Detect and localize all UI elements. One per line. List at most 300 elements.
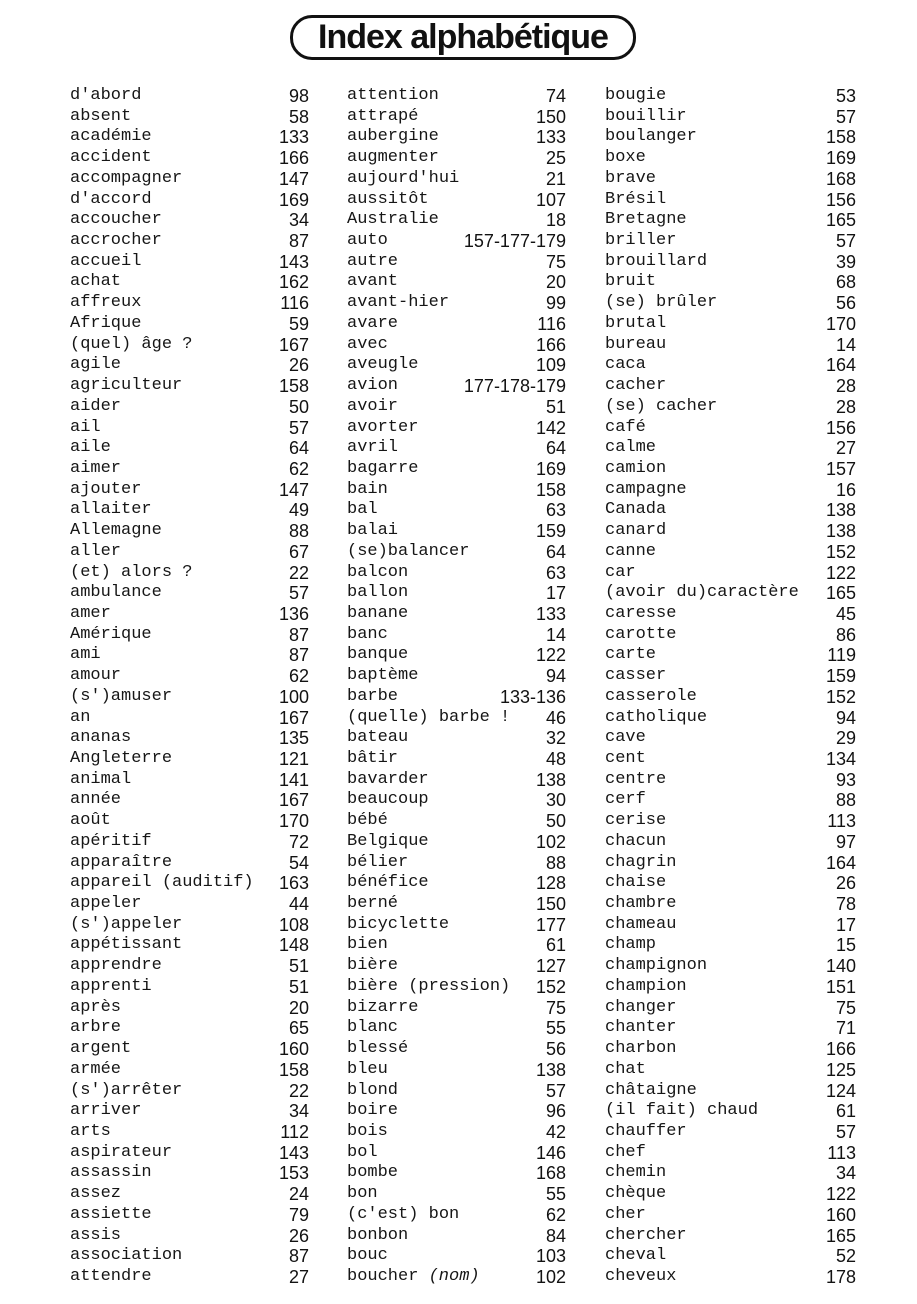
index-entry: [70, 790, 309, 811]
entry-word: cerise: [605, 811, 667, 831]
index-entry: [70, 500, 309, 521]
entry-page-number: 169: [825, 148, 856, 169]
entry-term: [347, 397, 398, 418]
index-entry: [70, 252, 309, 273]
index-entry: [70, 86, 309, 107]
entry-word: blessé: [347, 1039, 409, 1059]
entry-term: [347, 708, 510, 729]
entry-page-number: 150: [535, 106, 566, 127]
index-entry: [605, 335, 856, 356]
entry-word: aider: [70, 396, 122, 416]
entry-term: [347, 1246, 388, 1267]
entry-page-number: 128: [535, 873, 566, 894]
index-entry: [347, 666, 566, 687]
entry-term: [70, 190, 152, 211]
entry-term: [347, 935, 388, 956]
entry-page-number: 158: [278, 376, 309, 397]
entry-word: aspirateur: [70, 1142, 173, 1162]
entry-page-number: 75: [835, 997, 856, 1018]
entry-term: [347, 314, 398, 335]
entry-term: [70, 418, 101, 439]
index-entry: [347, 293, 566, 314]
entry-word: bâtir: [347, 749, 399, 768]
entry-word: (se)balancer: [347, 541, 470, 561]
entry-term: [605, 1122, 687, 1143]
entry-word: aimer: [70, 458, 122, 478]
entry-page-number: 156: [825, 189, 856, 210]
entry-word: brutal: [605, 313, 667, 333]
index-entry: [605, 666, 856, 687]
entry-term: [605, 1101, 758, 1122]
entry-word: (avoir du)caractère: [605, 583, 799, 603]
index-entry: [347, 418, 566, 439]
entry-word: apprendre: [70, 956, 162, 976]
entry-word: accoucher: [70, 210, 162, 230]
entry-word: aveugle: [347, 355, 419, 375]
entry-term: [605, 1184, 666, 1205]
entry-word: (se) cacher: [605, 396, 718, 416]
index-entry: [347, 853, 566, 874]
index-entry: [347, 1226, 566, 1247]
index-entry: [347, 252, 566, 273]
entry-page-number: 157-177-179: [463, 231, 566, 252]
entry-term: [347, 873, 429, 894]
entry-term: [605, 956, 707, 977]
entry-page-number: 46: [545, 707, 566, 728]
index-entry: [70, 459, 309, 480]
entry-word: ananas: [70, 728, 132, 748]
entry-term: [70, 977, 152, 998]
index-entry: [605, 1101, 856, 1122]
entry-term: [347, 86, 439, 107]
entry-page-number: 160: [278, 1039, 309, 1060]
entry-term: [70, 853, 172, 874]
entry-word: accrocher: [70, 231, 162, 251]
entry-page-number: 39: [835, 251, 856, 272]
index-entry: [70, 1143, 309, 1164]
entry-page-number: 17: [835, 914, 856, 935]
entry-term: [70, 500, 152, 521]
entry-page-number: 122: [535, 645, 566, 666]
entry-term: [347, 645, 408, 666]
entry-word: chercher: [605, 1225, 687, 1245]
index-entry: [347, 583, 566, 604]
entry-page-number: 62: [545, 1204, 566, 1225]
entry-term: [70, 708, 90, 729]
entry-term: [347, 107, 418, 128]
entry-page-number: 74: [545, 86, 566, 106]
entry-page-number: 61: [835, 1101, 856, 1122]
entry-term: [347, 687, 398, 708]
entry-term: [347, 355, 418, 376]
entry-page-number: 167: [278, 334, 309, 355]
entry-term: [70, 86, 141, 107]
index-entry: [347, 86, 566, 107]
entry-term: [70, 873, 254, 894]
title-frame: [290, 15, 636, 60]
entry-term: [70, 127, 152, 148]
index-entry: [70, 1246, 309, 1267]
entry-term: [347, 459, 418, 480]
entry-term: [605, 563, 636, 584]
index-entry: [605, 1143, 856, 1164]
entry-word: avoir: [347, 396, 399, 416]
entry-term: [347, 252, 398, 273]
index-entry: [347, 355, 566, 376]
entry-term: [70, 252, 141, 273]
index-entry: [605, 521, 856, 542]
index-entry: [347, 604, 566, 625]
entry-page-number: 102: [535, 831, 566, 852]
entry-page-number: 32: [545, 728, 566, 749]
entry-page-number: 57: [835, 1121, 856, 1142]
entry-page-number: 165: [825, 583, 856, 604]
entry-word: bleu: [347, 1059, 388, 1079]
entry-page-number: 21: [545, 168, 566, 189]
index-entry: [605, 169, 856, 190]
entry-word: café: [605, 417, 646, 437]
entry-word: (quel) âge ?: [70, 334, 193, 354]
entry-word: académie: [70, 127, 152, 147]
entry-term: [347, 604, 408, 625]
index-entry: [605, 1205, 856, 1226]
index-entry: [70, 1081, 309, 1102]
entry-page-number: 136: [278, 603, 309, 624]
entry-page-number: 27: [835, 438, 856, 459]
entry-page-number: 122: [825, 1184, 856, 1205]
entry-word: centre: [605, 769, 667, 789]
entry-page-number: 152: [535, 976, 566, 997]
entry-page-number: 147: [278, 479, 309, 500]
entry-term: [347, 127, 439, 148]
entry-word: attrapé: [347, 106, 419, 126]
entry-term: [70, 935, 182, 956]
entry-term: [70, 894, 141, 915]
entry-term: [347, 563, 408, 584]
index-entry: [70, 583, 309, 604]
entry-term: [70, 355, 121, 376]
entry-page-number: 87: [288, 231, 309, 252]
entry-term: [605, 604, 676, 625]
index-entry: [605, 127, 856, 148]
entry-word: agile: [70, 355, 122, 375]
entry-word: carte: [605, 645, 657, 665]
entry-page-number: 99: [545, 293, 566, 314]
entry-word: bain: [347, 479, 388, 499]
entry-term: [605, 459, 666, 480]
entry-word: auto: [347, 231, 388, 251]
index-entry: [347, 1018, 566, 1039]
index-entry: [70, 314, 309, 335]
entry-term: [70, 666, 121, 687]
entry-word: canne: [605, 541, 657, 561]
index-entry: [605, 873, 856, 894]
entry-word: avorter: [347, 417, 419, 437]
entry-page-number: 147: [278, 168, 309, 189]
entry-page-number: 55: [545, 1184, 566, 1205]
entry-word: cave: [605, 728, 646, 748]
index-entry: [70, 770, 309, 791]
entry-word: boucher: [347, 1266, 419, 1286]
index-entry: [70, 1267, 309, 1288]
entry-word: avare: [347, 313, 399, 333]
entry-page-number: 24: [288, 1184, 309, 1205]
entry-word: camion: [605, 458, 667, 478]
entry-word: champignon: [605, 956, 708, 976]
entry-page-number: 125: [825, 1059, 856, 1080]
index-entry: [605, 210, 856, 231]
entry-term: [605, 252, 707, 273]
entry-page-number: 71: [835, 1018, 856, 1039]
entry-page-number: 25: [545, 148, 566, 169]
entry-word: Allemagne: [70, 521, 162, 541]
entry-term: [605, 107, 687, 128]
index-entry: [605, 583, 856, 604]
page-title: Index alphabétique: [318, 18, 608, 56]
entry-page-number: 53: [835, 86, 856, 106]
entry-page-number: 159: [535, 521, 566, 542]
index-entry: [347, 977, 566, 998]
entry-word: (il fait) chaud: [605, 1101, 759, 1121]
entry-page-number: 57: [288, 583, 309, 604]
entry-word: avant-hier: [347, 293, 450, 313]
entry-page-number: 102: [535, 1266, 566, 1287]
index-entry: [347, 811, 566, 832]
entry-word: ballon: [347, 583, 409, 603]
index-entry: [605, 708, 856, 729]
index-entry: [70, 708, 309, 729]
index-entry: [70, 853, 309, 874]
index-entry: [605, 355, 856, 376]
entry-word: accident: [70, 148, 152, 168]
entry-page-number: 103: [535, 1246, 566, 1267]
entry-word: an: [70, 707, 91, 727]
entry-page-number: 75: [545, 251, 566, 272]
entry-page-number: 121: [278, 749, 309, 769]
entry-term: [347, 1205, 459, 1226]
index-entry: [605, 770, 856, 791]
entry-term: [605, 210, 687, 231]
index-entry: [347, 915, 566, 936]
entry-term: [605, 998, 676, 1019]
entry-word: boire: [347, 1101, 399, 1121]
index-entry: [70, 915, 309, 936]
entry-page-number: 112: [280, 1121, 309, 1142]
entry-word: Belgique: [347, 831, 429, 851]
index-entry: [347, 1184, 566, 1205]
entry-term: [347, 1039, 408, 1060]
index-entry: [70, 190, 309, 211]
entry-term: [70, 625, 152, 646]
entry-page-number: 168: [535, 1163, 566, 1184]
entry-term: [70, 1143, 172, 1164]
entry-term: [605, 148, 646, 169]
entry-page-number: 17: [545, 583, 566, 604]
entry-term: [605, 1081, 697, 1102]
index-entry: [347, 397, 566, 418]
index-entry: [347, 645, 566, 666]
index-entry: [347, 770, 566, 791]
entry-term: [605, 728, 646, 749]
entry-term: [605, 583, 799, 604]
entry-word: arbre: [70, 1018, 122, 1038]
index-entry: [347, 335, 566, 356]
entry-term: [605, 86, 666, 107]
entry-term: [347, 1226, 408, 1247]
entry-term: [347, 915, 449, 936]
entry-page-number: 167: [278, 790, 309, 811]
entry-word: bénéfice: [347, 873, 429, 893]
index-entry: [605, 956, 856, 977]
entry-page-number: 158: [825, 127, 856, 148]
entry-term: [605, 625, 676, 646]
entry-word: bois: [347, 1121, 388, 1141]
entry-page-number: 63: [545, 562, 566, 583]
entry-word: Angleterre: [70, 749, 173, 768]
index-entry: [605, 500, 856, 521]
entry-term: [605, 1060, 646, 1081]
entry-term: [347, 811, 388, 832]
index-entry: [347, 1101, 566, 1122]
index-entry: [605, 1246, 856, 1267]
entry-word: accueil: [70, 251, 142, 271]
entry-page-number: 27: [288, 1266, 309, 1287]
entry-word: affreux: [70, 293, 142, 313]
index-entry: [605, 438, 856, 459]
index-entry: [605, 1184, 856, 1205]
entry-page-number: 166: [825, 1039, 856, 1060]
index-entry: [70, 977, 309, 998]
entry-word: chagrin: [605, 852, 677, 872]
entry-term: [347, 666, 418, 687]
entry-term: [347, 169, 459, 190]
entry-word: association: [70, 1246, 183, 1266]
index-entry: [605, 728, 856, 749]
entry-word: bouc: [347, 1246, 388, 1266]
entry-page-number: 94: [835, 707, 856, 728]
entry-word: cerf: [605, 790, 646, 810]
entry-page-number: 138: [535, 769, 566, 790]
entry-page-number: 116: [280, 293, 309, 314]
entry-word: bière (pression): [347, 976, 511, 996]
entry-page-number: 97: [835, 831, 856, 852]
index-entry: [347, 107, 566, 128]
entry-term: [70, 1205, 152, 1226]
index-entry: [347, 210, 566, 231]
index-entry: [347, 708, 566, 729]
entry-page-number: 63: [545, 500, 566, 521]
entry-term: [70, 1267, 152, 1288]
entry-page-number: 34: [288, 210, 309, 231]
entry-term: [605, 355, 646, 376]
entry-page-number: 122: [825, 562, 856, 583]
index-entry: [347, 790, 566, 811]
entry-word: Afrique: [70, 313, 142, 333]
entry-word: brave: [605, 168, 657, 188]
index-entry: [605, 1163, 856, 1184]
entry-term: [70, 397, 121, 418]
entry-word: calme: [605, 438, 657, 458]
entry-term: [605, 272, 656, 293]
entry-page-number: 150: [535, 894, 566, 915]
entry-word: aubergine: [347, 127, 439, 147]
entry-page-number: 169: [278, 189, 309, 210]
index-column-2: [347, 86, 566, 1288]
index-entry: [347, 459, 566, 480]
entry-word: apprenti: [70, 976, 152, 996]
entry-term: [605, 811, 666, 832]
index-entry: [605, 190, 856, 211]
entry-term: [605, 376, 666, 397]
index-entry: [347, 231, 566, 252]
entry-term: [605, 1267, 676, 1288]
entry-term: [70, 107, 131, 128]
entry-page-number: 14: [835, 334, 856, 355]
index-entry: [347, 935, 566, 956]
entry-term: [347, 1060, 388, 1081]
entry-word: Canada: [605, 500, 667, 520]
entry-term: [70, 314, 141, 335]
index-entry: [605, 231, 856, 252]
entry-term: [70, 231, 162, 252]
entry-word: assez: [70, 1184, 122, 1204]
entry-word: canard: [605, 521, 667, 541]
entry-term: [70, 1101, 141, 1122]
entry-page-number: 167: [278, 707, 309, 728]
entry-page-number: 133: [278, 127, 309, 148]
entry-word: agriculteur: [70, 376, 183, 396]
entry-term: [70, 1184, 121, 1205]
index-entry: [70, 604, 309, 625]
entry-term: [70, 293, 141, 314]
entry-word: armée: [70, 1059, 122, 1079]
index-entry: [70, 210, 309, 231]
entry-page-number: 26: [288, 1225, 309, 1246]
entry-page-number: 61: [545, 935, 566, 956]
entry-page-number: 62: [288, 458, 309, 479]
entry-page-number: 56: [835, 293, 856, 314]
entry-term: [347, 418, 418, 439]
entry-page-number: 113: [827, 1142, 856, 1163]
entry-page-number: 153: [278, 1163, 309, 1184]
entry-word: accompagner: [70, 168, 183, 188]
index-entry: [70, 728, 309, 749]
entry-term: [605, 1143, 646, 1164]
entry-term: [347, 770, 429, 791]
entry-term: [605, 977, 687, 998]
entry-word: (c'est) bon: [347, 1204, 460, 1224]
entry-word: aile: [70, 438, 111, 458]
entry-term: [605, 190, 666, 211]
entry-word: banque: [347, 645, 409, 665]
entry-term: [605, 666, 666, 687]
entry-term: [347, 1267, 480, 1288]
entry-word: bavarder: [347, 769, 429, 789]
entry-page-number: 78: [835, 894, 856, 915]
index-entry: [605, 894, 856, 915]
entry-page-number: 113: [827, 811, 856, 832]
entry-word: apéritif: [70, 831, 152, 851]
entry-term: [347, 438, 398, 459]
entry-page-number: 58: [288, 106, 309, 127]
index-entry: [605, 252, 856, 273]
entry-term: [605, 770, 666, 791]
entry-page-number: 119: [827, 645, 856, 666]
entry-word: avant: [347, 272, 399, 292]
entry-term: [70, 169, 182, 190]
entry-page-number: 133: [535, 127, 566, 148]
index-entry: [347, 500, 566, 521]
